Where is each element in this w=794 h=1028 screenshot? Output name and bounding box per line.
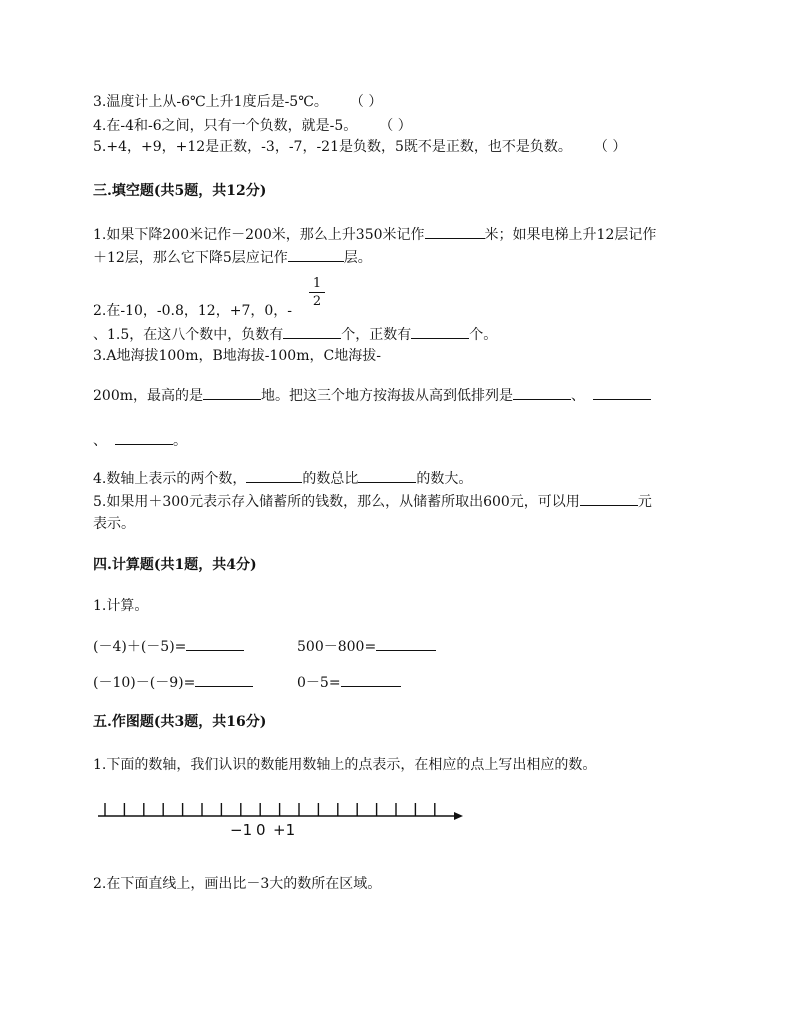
axis-label-minus-one: −1 [230, 821, 253, 839]
expression-text: 500－800= [297, 639, 377, 655]
judgment-text: 3.温度计上从-6℃上升1度后是-5℃。 [93, 94, 328, 110]
question-text: 地。把这三个地方按海拔从高到低排列是 [261, 388, 513, 404]
calc-expression-3 [93, 673, 253, 692]
calc-expression-1 [93, 637, 244, 656]
question-text: 。 [173, 433, 187, 449]
question-text: 个。 [469, 327, 498, 343]
question-text: ＋12层，那么它下降5层应记作 [93, 250, 288, 266]
answer-blank[interactable] [358, 469, 416, 483]
fraction-numerator: 1 [312, 276, 322, 291]
judgment-item-4 [93, 117, 412, 135]
section-heading-fill-blank: 三.填空题(共5题，共12分) [93, 183, 267, 199]
axis-label-plus-one: +1 [273, 821, 296, 839]
judgment-text: 4.在-4和-6之间，只有一个负数，就是-5。 [93, 118, 358, 134]
question-text: 200m，最高的是 [93, 388, 203, 404]
fill-q3-line2 [93, 386, 651, 405]
answer-blank[interactable] [203, 386, 261, 400]
fraction-bar [309, 292, 325, 293]
tick-marks [105, 803, 435, 816]
judgment-item-5 [93, 138, 626, 156]
fill-q2-line2 [93, 325, 497, 344]
section-heading-drawing: 五.作图题(共3题，共16分) [93, 714, 267, 730]
answer-blank[interactable] [341, 673, 401, 687]
answer-blank[interactable] [288, 248, 344, 262]
expression-text: (－4)＋(－5)= [93, 639, 187, 655]
judgment-text: 5.+4，+9，+12是正数，-3，-7，-21是负数，5既不是正数，也不是负数。 [93, 139, 572, 155]
expression-text: (－10)－(－9)= [93, 675, 196, 691]
fraction-one-half [309, 276, 325, 309]
judgment-item-3 [93, 93, 382, 111]
question-text: 、 [93, 433, 107, 449]
question-text: 、 [571, 388, 585, 404]
fill-q1-line1 [93, 225, 656, 244]
question-text: 层。 [343, 250, 372, 266]
fraction-denominator: 2 [312, 294, 322, 309]
calc-expression-4 [297, 673, 401, 692]
fill-q2-line1: 2.在-10，-0.8，12，+7，0，- [93, 303, 292, 319]
answer-blank[interactable] [411, 325, 469, 339]
section-heading-calculation: 四.计算题(共1题，共4分) [93, 557, 257, 573]
question-text: 米；如果电梯上升12层记作 [484, 227, 657, 243]
calc-intro: 1.计算。 [93, 598, 149, 614]
expression-text: 0－5= [297, 675, 341, 691]
fill-q5-line1 [93, 492, 652, 511]
draw-q2: 2.在下面直线上，画出比－3大的数所在区域。 [93, 876, 382, 892]
answer-blank[interactable] [283, 325, 341, 339]
answer-blank[interactable] [376, 637, 436, 651]
fill-q3-line1: 3.A地海拔100m，B地海拔-100m，C地海拔- [93, 348, 381, 364]
question-text: 4.数轴上表示的两个数， [93, 471, 247, 487]
answer-blank[interactable] [186, 637, 244, 651]
answer-blank[interactable] [593, 386, 651, 400]
question-text: 的数总比 [302, 471, 359, 487]
question-text: 的数大。 [416, 471, 473, 487]
fill-q3-line3 [93, 431, 187, 450]
answer-blank[interactable] [425, 225, 485, 239]
answer-paren[interactable]: （ ） [349, 94, 383, 110]
draw-q1: 1.下面的数轴，我们认识的数能用数轴上的点表示，在相应的点上写出相应的数。 [93, 757, 597, 773]
fill-q1-line2 [93, 248, 372, 267]
question-text: 5.如果用＋300元表示存入储蓄所的钱数，那么，从储蓄所取出600元，可以用 [93, 494, 580, 510]
fill-q4 [93, 469, 472, 488]
question-text: 、1.5，在这八个数中，负数有 [93, 327, 284, 343]
question-text: 元 [637, 494, 652, 510]
number-line[interactable] [92, 798, 472, 848]
fill-q5-line2: 表示。 [93, 516, 135, 532]
answer-blank[interactable] [513, 386, 571, 400]
answer-blank[interactable] [195, 673, 253, 687]
answer-blank[interactable] [115, 431, 173, 445]
answer-blank[interactable] [246, 469, 302, 483]
arrow-head-icon [454, 812, 463, 820]
question-text: 个，正数有 [341, 327, 412, 343]
question-text: 1.如果下降200米记作－200米，那么上升350米记作 [93, 227, 425, 243]
axis-label-zero: 0 [256, 821, 266, 839]
answer-blank[interactable] [580, 492, 638, 506]
answer-paren[interactable]: （ ） [593, 139, 627, 155]
calc-expression-2 [297, 637, 436, 656]
answer-paren[interactable]: （ ） [379, 118, 412, 134]
